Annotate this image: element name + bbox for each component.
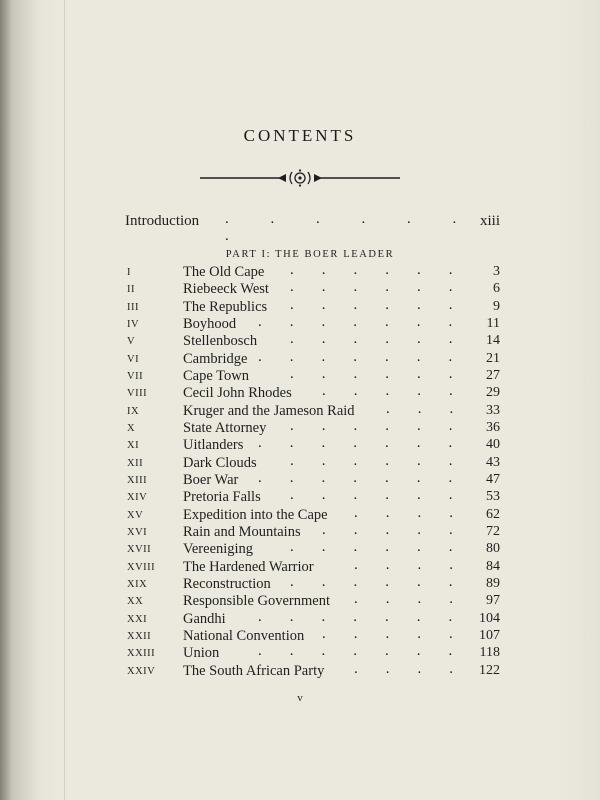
part-heading: PART I: THE BOER LEADER (225, 249, 395, 260)
leader-dots: ...... (290, 366, 481, 382)
leader-dots: ...... (290, 279, 481, 296)
leader-dots: ...... (290, 296, 481, 313)
chapter-page: 33 (486, 402, 500, 418)
chapter-number: XII (127, 457, 144, 469)
chapter-page: 43 (486, 454, 500, 470)
chapter-title: Boyhood (183, 316, 237, 332)
chapter-title: Vereeniging (183, 541, 254, 558)
chapter-title: Boer War (183, 472, 239, 488)
chapter-number: XIII (127, 475, 148, 486)
chapter-number: VII (127, 371, 144, 382)
chapter-page: 80 (486, 541, 500, 557)
chapter-page: 89 (486, 576, 500, 591)
leader-dots: ....... (258, 348, 481, 365)
chapter-page: 40 (486, 437, 500, 453)
chapter-number: XXI (127, 613, 148, 625)
leader-dots: .... (354, 660, 481, 677)
chapter-page: 107 (479, 628, 500, 643)
introduction-label: Introduction (125, 213, 200, 229)
introduction-page: xiii (479, 213, 500, 229)
leader-dots: ...... (290, 331, 481, 348)
chapter-title: Pretoria Falls (183, 489, 261, 506)
toc-chapter-row (0, 645, 600, 663)
leader-dots: ....... (258, 608, 481, 625)
chapter-number: XX (127, 596, 144, 608)
decorative-rule-icon (200, 168, 400, 188)
chapter-title: Cape Town (183, 368, 249, 384)
leader-dots: .... (354, 556, 481, 573)
chapter-number: IX (127, 405, 140, 417)
chapter-page: 53 (486, 489, 500, 505)
toc-chapter-row (0, 576, 600, 594)
chapter-title: Union (183, 645, 220, 662)
chapter-number: XIV (127, 492, 148, 504)
leader-dots: ...... (290, 262, 481, 278)
chapter-title: State Attorney (183, 420, 267, 436)
chapter-title: Rain and Mountains (183, 524, 301, 540)
chapter-number: XVII (127, 544, 152, 556)
chapter-title: National Convention (183, 628, 305, 644)
chapter-number: XVI (127, 527, 148, 538)
leader-dots: ... (386, 400, 482, 417)
chapter-number: VIII (127, 388, 148, 400)
chapter-page: 104 (479, 610, 500, 626)
chapter-title: Riebeeck West (183, 281, 269, 298)
chapter-number: II (127, 284, 135, 296)
chapter-page: 6 (493, 281, 500, 297)
chapter-number: III (127, 301, 139, 313)
chapter-number: VI (127, 353, 140, 365)
toc-chapter-row (0, 368, 600, 386)
leader-dots: ....... (258, 470, 481, 486)
chapter-title: Dark Clouds (183, 454, 257, 471)
chapter-title: Cambridge (183, 350, 248, 367)
chapter-title: Gandhi (183, 610, 226, 627)
toc-chapter-row (0, 608, 600, 629)
chapter-page: 14 (486, 333, 500, 349)
chapter-number: XXII (127, 631, 152, 642)
chapter-title: Expedition into the Cape (183, 506, 328, 523)
leader-dots: ..... (322, 383, 481, 400)
chapter-title: The Old Cape (183, 264, 265, 280)
chapter-page: 21 (486, 350, 500, 366)
chapter-page: 122 (479, 662, 500, 678)
toc-chapter-row (0, 489, 600, 507)
toc-introduction (125, 211, 500, 244)
chapter-title: The South African Party (183, 662, 325, 679)
toc-chapter-row (0, 660, 600, 681)
leader-dots: ...... (290, 487, 481, 504)
chapter-number: X (127, 423, 136, 434)
chapter-page: 47 (486, 472, 500, 487)
chapter-page: 97 (486, 593, 500, 609)
chapter-number: XXIII (127, 648, 156, 660)
toc-chapter-row (0, 541, 600, 559)
leader-dots: ....... (258, 314, 481, 330)
chapter-title: Stellenbosch (183, 333, 258, 350)
chapter-number: V (127, 336, 136, 348)
toc-chapter-row (0, 504, 600, 525)
chapter-title: Responsible Government (183, 593, 330, 610)
chapter-number: XV (127, 509, 144, 521)
leader-dots: .... (354, 504, 481, 521)
chapter-page: 36 (486, 420, 500, 435)
leader-dots: ....... (258, 435, 481, 452)
chapter-number: XXIV (127, 665, 156, 677)
leader-dots: ...... (290, 539, 481, 556)
chapter-page: 84 (486, 558, 500, 574)
chapter-number: I (127, 267, 131, 278)
chapter-page: 118 (479, 645, 500, 661)
chapter-page: 11 (486, 316, 500, 331)
chapter-page: 27 (486, 368, 500, 383)
chapter-number: XI (127, 440, 140, 452)
chapter-title: Cecil John Rhodes (183, 385, 292, 402)
leader-dots: ....... (258, 643, 481, 660)
chapter-title: Reconstruction (183, 576, 271, 592)
chapter-title: Kruger and the Jameson Raid (183, 402, 355, 419)
leader-dots: ..... (322, 626, 481, 642)
toc-chapter-row (0, 385, 600, 403)
leader-dots: ...... (290, 452, 481, 469)
chapter-title: The Hardened Warrior (183, 558, 314, 575)
chapter-title: The Republics (183, 298, 268, 315)
page-number: v (297, 692, 303, 704)
chapter-title: Uitlanders (183, 437, 244, 454)
page-title: CONTENTS (243, 126, 357, 145)
chapter-page: 62 (486, 506, 500, 522)
leader-dots: ...... (290, 574, 481, 590)
leader-dots: ...... (290, 418, 481, 434)
chapter-number: IV (127, 319, 140, 330)
chapter-number: XVIII (127, 561, 156, 573)
chapter-number: XIX (127, 579, 148, 590)
chapter-page: 29 (486, 385, 500, 401)
leader-dots: .... (354, 591, 481, 608)
chapter-page: 3 (493, 264, 500, 279)
chapter-page: 9 (493, 298, 500, 314)
chapter-page: 72 (486, 524, 500, 539)
leader-dots: . . . . . . . (225, 211, 476, 244)
leader-dots: ..... (322, 522, 481, 538)
